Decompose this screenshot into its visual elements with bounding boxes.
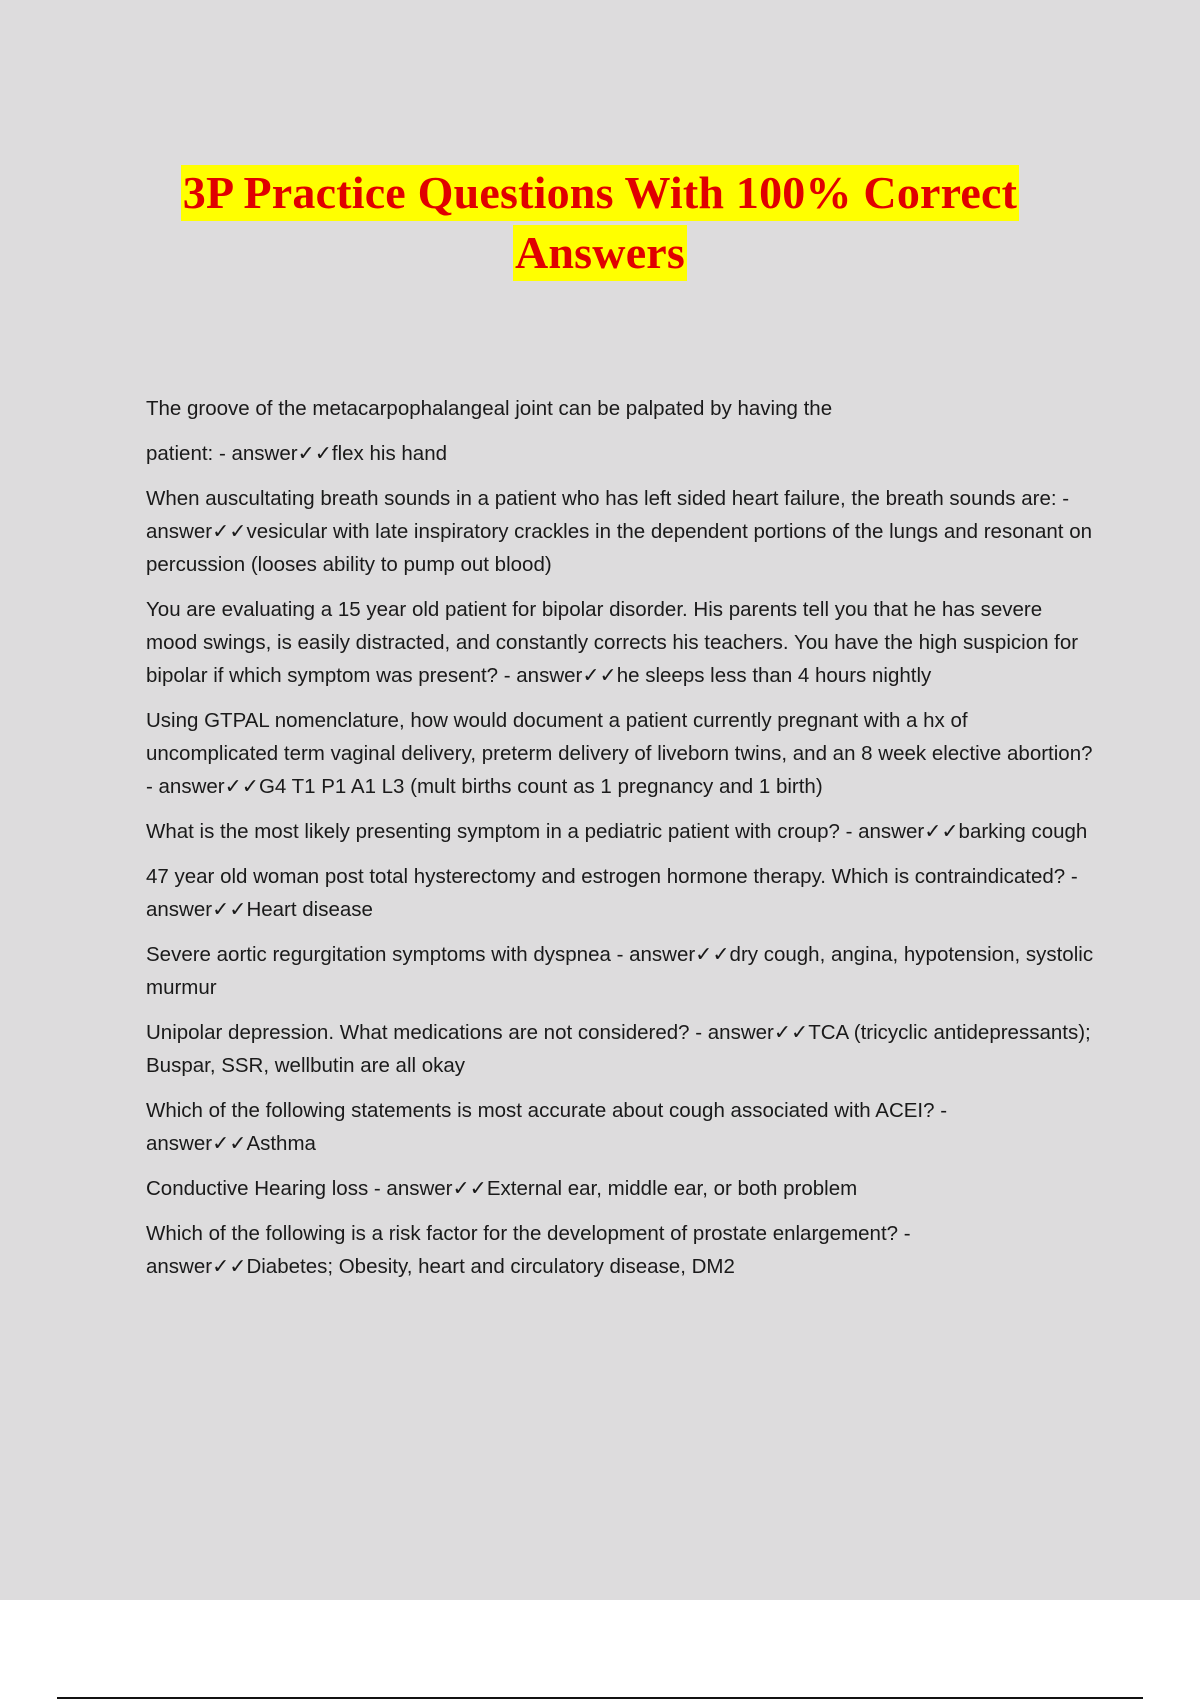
qa-item: 47 year old woman post total hysterectomy and estrogen hormone therapy. Which is contraindicated? - answer✓✓Heart disease <box>146 865 1078 921</box>
qa-item: patient: - answer✓✓flex his hand <box>146 442 448 465</box>
qa-item: When auscultating breath sounds in a patient who has left sided heart failure, the breath sounds are: - answer✓✓vesicular with late inspiratory crackles in the dependent portions of the lungs and resonant on percussion (looses ability to pump out blood) <box>146 487 1092 576</box>
qa-item: You are evaluating a 15 year old patient for bipolar disorder. His parents tell you that he has severe mood swings, is easily distracted, and constantly corrects his teachers. You have the high suspicion for bipolar if which symptom was present? - answer✓✓he sleeps less than 4 hours nightly <box>146 598 1079 687</box>
title-line-2: Answers <box>513 225 687 281</box>
qa-item: What is the most likely presenting symptom in a pediatric patient with croup? - answer✓✓barking cough <box>146 820 1088 843</box>
qa-item: Severe aortic regurgitation symptoms with dyspnea - answer✓✓dry cough, angina, hypotension, systolic murmur <box>146 943 1094 999</box>
document-title <box>0 165 1200 281</box>
bottom-divider <box>57 1697 1143 1699</box>
title-line-1: 3P Practice Questions With 100% Correct <box>181 165 1019 221</box>
qa-item: Which of the following statements is most accurate about cough associated with ACEI? - answer✓✓Asthma <box>146 1099 948 1155</box>
qa-item: Using GTPAL nomenclature, how would document a patient currently pregnant with a hx of uncomplicated term vaginal delivery, preterm delivery of liveborn twins, and an 8 week elective abortion? - answer✓✓G4 T1 P1 A1 L3 (mult births count as 1 pregnancy and 1 birth) <box>146 709 1093 798</box>
qa-item: Conductive Hearing loss - answer✓✓External ear, middle ear, or both problem <box>146 1177 858 1200</box>
qa-item: Unipolar depression. What medications are not considered? - answer✓✓TCA (tricyclic antidepressants); Buspar, SSR, wellbutin are all okay <box>146 1021 1091 1077</box>
qa-item: Which of the following is a risk factor for the development of prostate enlargement? - answer✓✓Diabetes; Obesity, heart and circulatory disease, DM2 <box>146 1222 911 1278</box>
qa-item: The groove of the metacarpophalangeal joint can be palpated by having the <box>146 397 833 420</box>
qa-list <box>146 392 1096 1295</box>
